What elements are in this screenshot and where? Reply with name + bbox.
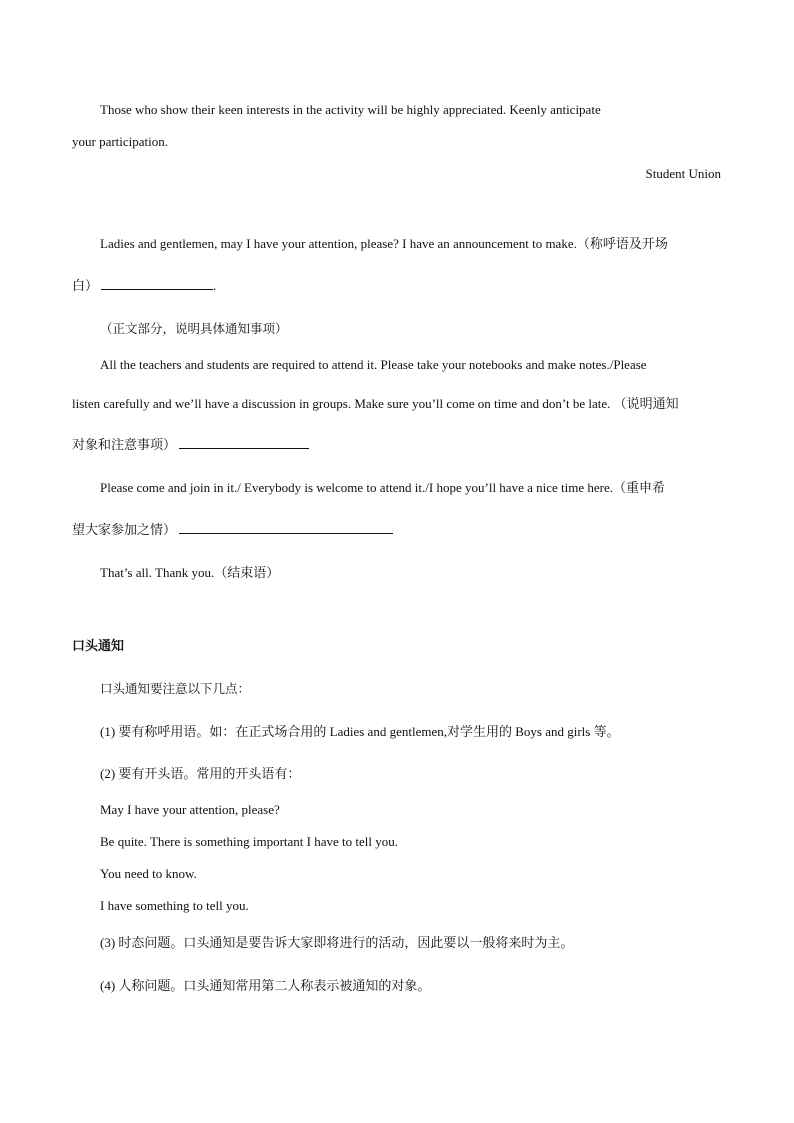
template-p1-line-1: Ladies and gentlemen, may I have your attention, please? I have an announcement to make.（称呼语及开场	[100, 236, 668, 251]
template-p2-line-3	[72, 436, 309, 454]
template-p4: That’s all. Thank you.（结束语）	[100, 565, 280, 580]
oral-item-3: (3) 时态问题。口头通知是要告诉大家即将进行的活动，因此要以一般将来时为主。	[100, 935, 574, 950]
template-p1-end: .	[213, 278, 217, 293]
opener-4: I have something to tell you.	[100, 898, 249, 913]
fill-blank-3[interactable]	[179, 521, 393, 534]
oral-intro: 口头通知要注意以下几点：	[100, 681, 251, 696]
oral-heading: 口头通知	[72, 639, 125, 654]
opener-3: You need to know.	[100, 866, 197, 881]
intro-line-2: your participation.	[72, 134, 169, 149]
fill-blank-2[interactable]	[179, 436, 309, 449]
template-p1-label: 白）	[72, 278, 99, 293]
template-p2-label: 对象和注意事项）	[72, 437, 177, 452]
template-p3-line-2	[72, 521, 393, 539]
template-p3-line-1: Please come and join in it./ Everybody is welcome to attend it./I hope you’ll have a nice time here.（重申希	[100, 480, 665, 495]
intro-line-1: Those who show their keen interests in the activity will be highly appreciated. Keenly anticipate	[100, 102, 601, 117]
template-p3-label: 望大家参加之情）	[72, 522, 177, 537]
fill-blank-1[interactable]	[101, 277, 213, 290]
template-p2-line-1: All the teachers and students are required to attend it. Please take your notebooks and make notes./Please	[100, 357, 647, 372]
oral-item-1: (1) 要有称呼用语。如：在正式场合用的 Ladies and gentlemen,对学生用的 Boys and girls 等。	[100, 724, 620, 739]
template-p2-line-2: listen carefully and we’ll have a discussion in groups. Make sure you’ll come on time and don’t be late. （说明通知	[72, 396, 679, 411]
oral-item-2: (2) 要有开头语。常用的开头语有：	[100, 766, 301, 781]
opener-1: May I have your attention, please?	[100, 802, 280, 817]
oral-item-4: (4) 人称问题。口头通知常用第二人称表示被通知的对象。	[100, 978, 431, 993]
signature: Student Union	[645, 166, 721, 181]
template-p1-line-2	[72, 277, 216, 295]
body-note: （正文部分，说明具体通知事项）	[100, 321, 288, 336]
opener-2: Be quite. There is something important I have to tell you.	[100, 834, 398, 849]
